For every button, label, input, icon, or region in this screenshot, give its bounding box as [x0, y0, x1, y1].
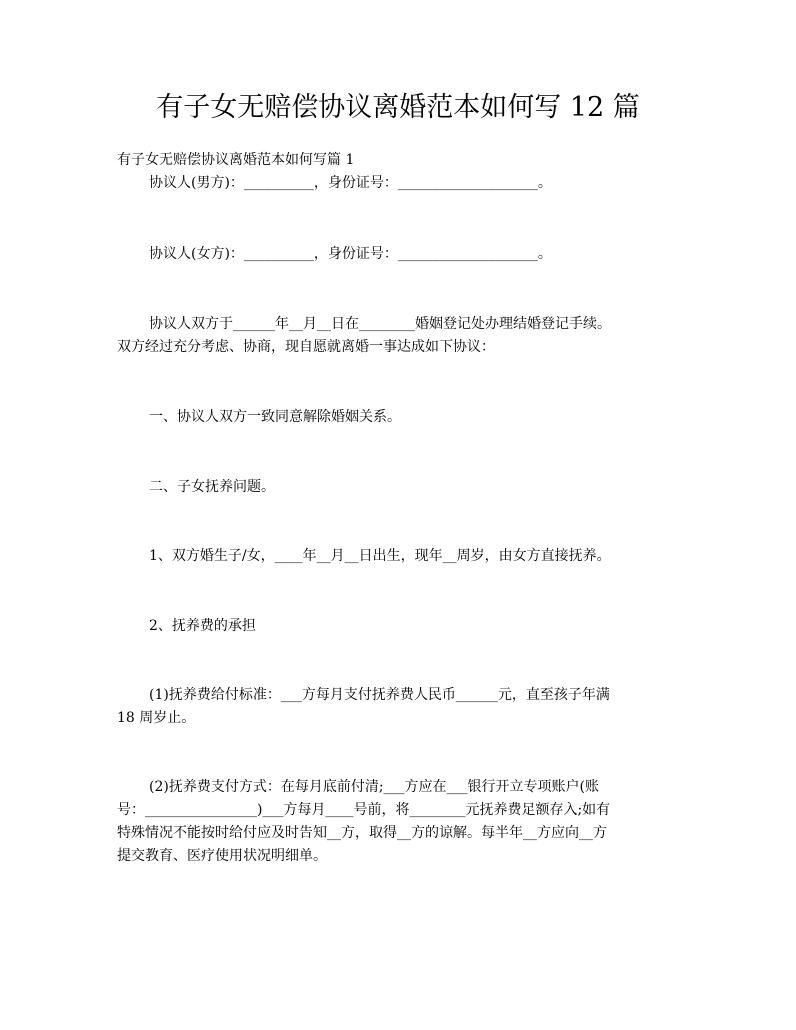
support-method-line-3: 特殊情况不能按时给付应及时告知__方，取得__方的谅解。每半年__方应向__方 [117, 825, 607, 841]
wife-info-line: 协议人(女方)：__________，身份证号：____________________。 [149, 246, 552, 262]
clause-2-2: 2、抚养费的承担 [149, 618, 256, 634]
support-standard-line-1: (1)抚养费给付标准：___方每月支付抚养费人民币______元，直至孩子年满 [149, 687, 610, 703]
clause-2: 二、子女抚养问题。 [149, 479, 275, 495]
marriage-line-1: 协议人双方于______年__月__日在________婚姻登记处办理结婚登记手续。 [149, 316, 611, 332]
husband-info-line: 协议人(男方)：__________，身份证号：____________________。 [149, 175, 552, 191]
support-standard-paragraph [117, 684, 677, 730]
marriage-line-2: 双方经过充分考虑、协商，现自愿就离婚一事达成如下协议： [117, 339, 495, 355]
clause-2-1: 1、双方婚生子/女，____年__月__日出生，现年__周岁，由女方直接抚养。 [149, 548, 611, 564]
support-method-paragraph [117, 776, 677, 868]
support-standard-line-2: 18 周岁止。 [117, 710, 196, 726]
support-method-line-1: (2)抚养费支付方式：在每月底前付清;___方应在___银行开立专项账户(账 [149, 779, 600, 795]
support-method-line-2: 号：________________)___方每月____号前，将________元抚养费足额存入;如有 [117, 802, 611, 818]
section-subtitle: 有子女无赔偿协议离婚范本如何写篇 1 [117, 152, 355, 168]
marriage-paragraph [117, 313, 677, 359]
clause-1: 一、协议人双方一致同意解除婚姻关系。 [149, 409, 401, 425]
page-title: 有子女无赔偿协议离婚范本如何写 12 篇 [156, 92, 640, 123]
support-method-line-4: 提交教育、医疗使用状况明细单。 [117, 848, 327, 864]
